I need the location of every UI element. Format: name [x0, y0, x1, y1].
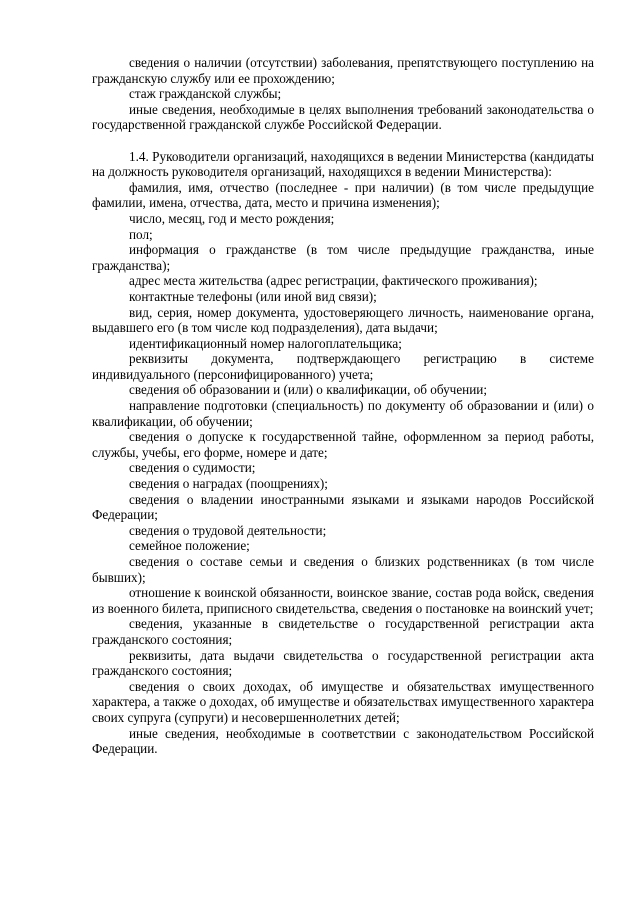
paragraph: стаж гражданской службы; — [129, 86, 282, 102]
paragraph: семейное положение; — [129, 538, 250, 554]
paragraph: сведения, указанные в свидетельстве о государственной регистрации акта гражданского состояния; — [92, 616, 594, 647]
paragraph: число, месяц, год и место рождения; — [129, 210, 335, 226]
paragraph: пол; — [129, 226, 153, 242]
paragraph: фамилия, имя, отчество (последнее - при наличии) (в том числе предыдущие фамилии, имена, отчества, дата, место и причина изменения); — [92, 179, 594, 211]
document-body — [92, 55, 594, 757]
paragraph: идентификационный номер налогоплательщика; — [129, 335, 402, 351]
paragraph: направление подготовки (специальность) по документу об образовании и (или) о квалификации, об обучении; — [92, 398, 594, 429]
paragraph: иные сведения, необходимые в целях выполнения требований законодательства о государственной гражданской службе Российской Федерации. — [92, 101, 594, 133]
paragraph: сведения об образовании и (или) о квалификации, об обучении; — [129, 382, 488, 398]
paragraph: сведения о владении иностранными языками и языками народов Российской Федерации; — [92, 491, 594, 523]
paragraph: сведения о судимости; — [129, 460, 256, 476]
paragraph: информация о гражданстве (в том числе предыдущие гражданства, иные гражданства); — [92, 242, 594, 273]
paragraph: 1.4. Руководители организаций, находящихся в ведении Министерства (кандидаты на должность руководителя организаций, находящихся в ведении Министерства): — [92, 148, 594, 180]
paragraph: сведения о трудовой деятельности; — [129, 522, 327, 538]
paragraph: контактные телефоны (или иной вид связи); — [129, 288, 377, 304]
paragraph: вид, серия, номер документа, удостоверяющего личность, наименование органа, выдавшего его (в том числе код подразделения), дата выдачи; — [92, 304, 594, 336]
paragraph: реквизиты, дата выдачи свидетельства о государственной регистрации акта гражданского состояния; — [92, 647, 594, 679]
paragraph: иные сведения, необходимые в соответствии с законодательством Российской Федерации. — [92, 725, 594, 757]
paragraph: сведения о составе семьи и сведения о близких родственниках (в том числе бывших); — [92, 554, 594, 585]
paragraph: сведения о допуске к государственной тайне, оформленном за период работы, службы, учебы, его форме, номере и дате; — [92, 429, 594, 460]
paragraph: реквизиты документа, подтверждающего регистрацию в системе индивидуального (персонифицированного) учета; — [92, 351, 594, 382]
paragraph: сведения о наградах (поощрениях); — [129, 476, 328, 492]
paragraph: адрес места жительства (адрес регистрации, фактического проживания); — [129, 273, 538, 289]
paragraph: отношение к воинской обязанности, воинское звание, состав рода войск, сведения из военного билета, приписного свидетельства, сведения о постановке на воинский учет; — [92, 585, 594, 616]
paragraph: сведения о наличии (отсутствии) заболевания, препятствующего поступлению на гражданскую службу или ее прохождению; — [92, 55, 594, 86]
paragraph: сведения о своих доходах, об имуществе и обязательствах имущественного характера, а также о доходах, об имуществе и обязательствах имущественного характера своих супруга (супруги) и несовершеннолетних детей; — [92, 678, 594, 725]
